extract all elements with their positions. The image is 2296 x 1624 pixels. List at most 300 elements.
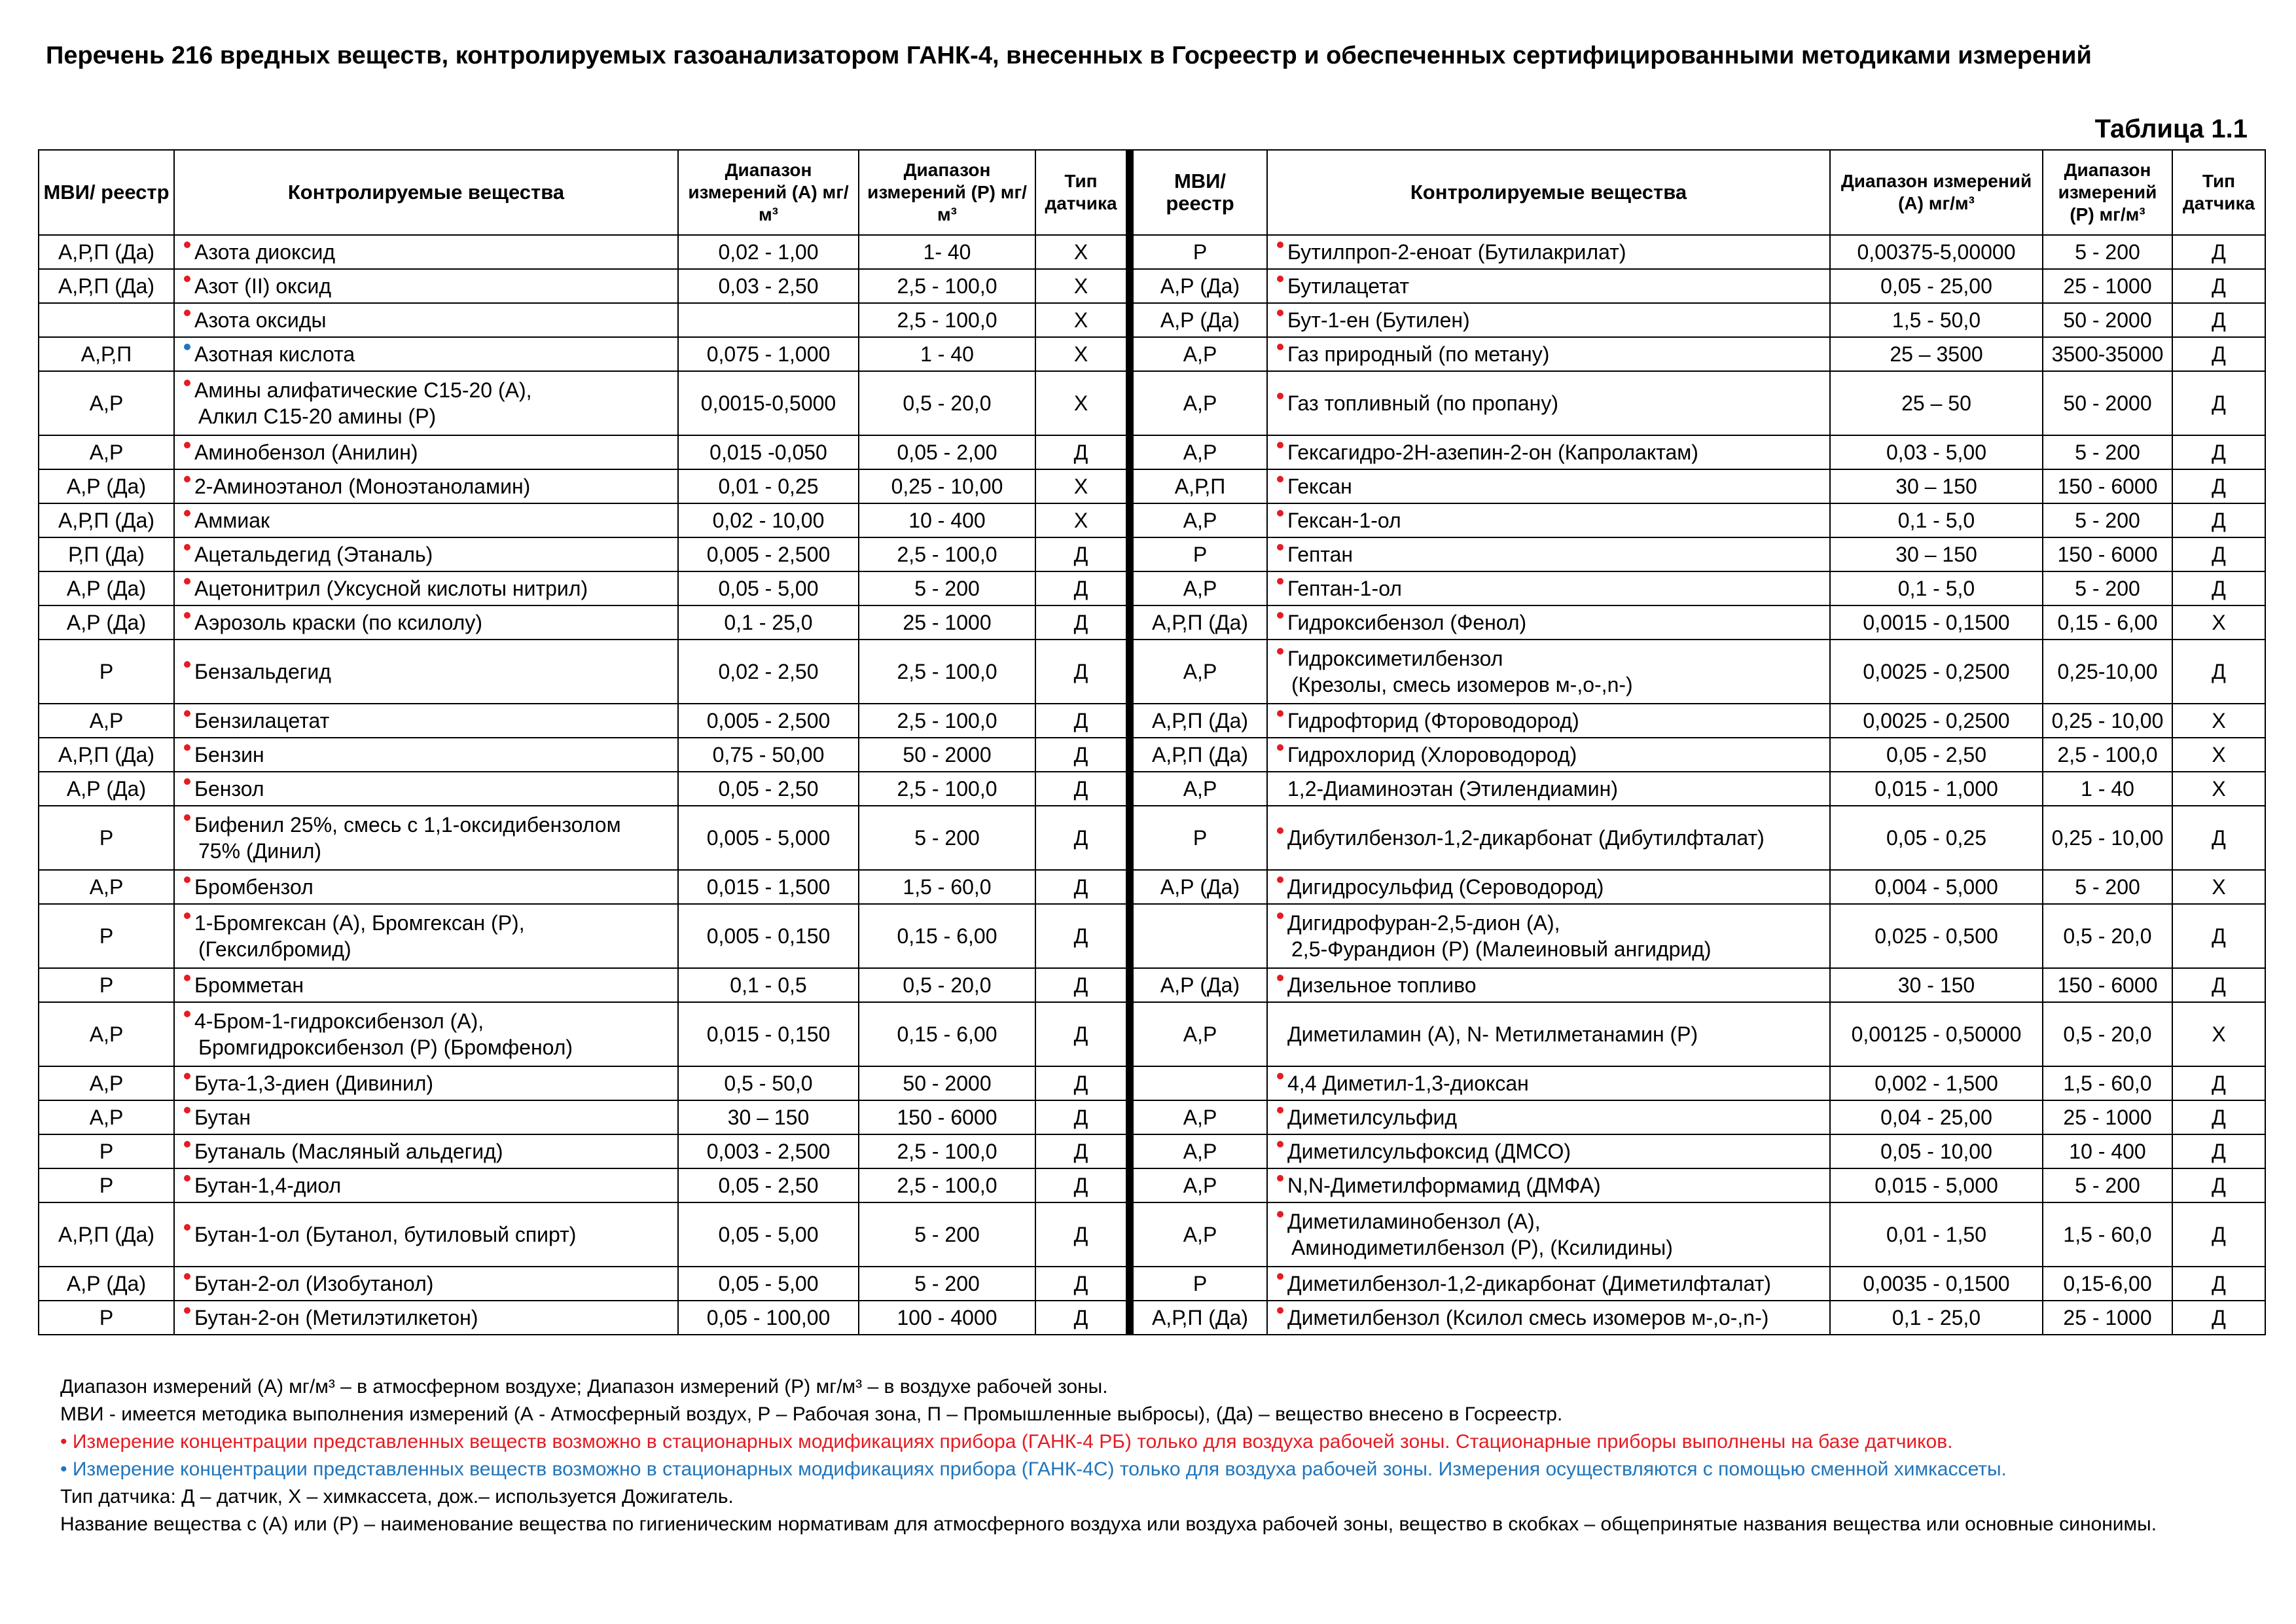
header-range-a: Диапазон измерений (А) мг/м³ <box>1830 150 2043 235</box>
table-row <box>39 1002 2265 1066</box>
substance-name-line: Гидроксибензол (Фенол) <box>1287 611 1527 634</box>
range-a-cell: 0,0025 - 0,2500 <box>1830 640 2043 704</box>
range-a-cell: 0,015 -0,050 <box>678 435 859 469</box>
red-dot-icon <box>184 310 190 316</box>
table-row <box>39 303 2265 337</box>
mvi-cell: А,Р (Да) <box>39 1267 174 1301</box>
sensor-type-cell: Х <box>2172 605 2265 640</box>
substance-name-line: Бутан-1,4-диол <box>194 1174 342 1197</box>
sensor-type-cell: Д <box>1035 1002 1130 1066</box>
range-p-cell: 1 - 40 <box>859 337 1035 371</box>
substance-cell <box>1267 870 1830 904</box>
red-dot-icon <box>1277 578 1283 585</box>
substance-cell <box>174 605 678 640</box>
range-a-cell: 0,05 - 2,50 <box>1830 738 2043 772</box>
sensor-type-cell: Х <box>2172 772 2265 806</box>
substance-cell <box>174 537 678 571</box>
substance-name-line: Аминобензол (Анилин) <box>194 441 418 464</box>
mvi-cell: А,Р,П <box>39 337 174 371</box>
range-a-cell: 0,1 - 5,0 <box>1830 571 2043 605</box>
red-dot-icon <box>1277 975 1283 981</box>
range-p-cell: 5 - 200 <box>2043 571 2172 605</box>
table-row <box>39 605 2265 640</box>
sensor-type-cell: Д <box>2172 1100 2265 1134</box>
substance-cell <box>1267 1267 1830 1301</box>
substance-cell <box>174 904 678 968</box>
mvi-cell: А,Р,П (Да) <box>39 235 174 269</box>
substance-name-line: Гексагидро-2Н-азепин-2-он (Капролактам) <box>1287 441 1698 464</box>
substance-cell <box>1267 904 1830 968</box>
red-dot-icon <box>184 814 190 821</box>
range-p-cell: 0,5 - 20,0 <box>859 968 1035 1002</box>
red-dot-icon <box>1277 1175 1283 1182</box>
mvi-cell: А,Р <box>1130 1002 1267 1066</box>
red-dot-icon <box>184 1175 190 1182</box>
table-row <box>39 640 2265 704</box>
red-dot-icon <box>1277 648 1283 655</box>
substance-cell <box>1267 1100 1830 1134</box>
red-dot-icon <box>184 1224 190 1231</box>
mvi-cell: А,Р (Да) <box>39 772 174 806</box>
sensor-type-cell: Д <box>2172 235 2265 269</box>
note-line: • Измерение концентрации представленных веществ возможно в стационарных модификациях прибора (ГАНК-4 РБ) только для воздуха рабочей зоны. Стационарные приборы выполнены на базе датчиков. <box>60 1431 1953 1453</box>
red-dot-icon <box>1277 544 1283 550</box>
table-row <box>39 704 2265 738</box>
table-body <box>39 235 2265 1335</box>
range-a-cell: 0,005 - 5,000 <box>678 806 859 870</box>
range-p-cell: 10 - 400 <box>859 503 1035 537</box>
substances-table-container <box>38 149 2265 1335</box>
substance-cell <box>1267 337 1830 371</box>
substance-name-line: 4,4 Диметил-1,3-диоксан <box>1287 1072 1529 1095</box>
mvi-cell: А,Р,П (Да) <box>1130 738 1267 772</box>
mvi-cell: А,Р (Да) <box>1130 968 1267 1002</box>
substance-cell <box>174 738 678 772</box>
substance-cell <box>174 1301 678 1335</box>
range-a-cell: 0,1 - 0,5 <box>678 968 859 1002</box>
range-p-cell: 150 - 6000 <box>2043 469 2172 503</box>
range-p-cell: 5 - 200 <box>859 1202 1035 1267</box>
mvi-cell: Р <box>39 640 174 704</box>
mvi-cell: Р <box>39 968 174 1002</box>
red-dot-icon <box>1277 242 1283 248</box>
substance-name-line: Азота оксиды <box>194 308 327 332</box>
mvi-cell: А,Р <box>1130 640 1267 704</box>
range-a-cell: 0,00125 - 0,50000 <box>1830 1002 2043 1066</box>
mvi-cell: А,Р <box>39 1100 174 1134</box>
mvi-cell: Р <box>39 1168 174 1202</box>
range-p-cell: 50 - 2000 <box>2043 303 2172 337</box>
range-p-cell: 0,25 - 10,00 <box>2043 806 2172 870</box>
range-a-cell: 0,04 - 25,00 <box>1830 1100 2043 1134</box>
mvi-cell: Р <box>1130 1267 1267 1301</box>
mvi-cell: А,Р,П (Да) <box>39 738 174 772</box>
range-a-cell: 25 – 50 <box>1830 371 2043 435</box>
range-p-cell: 0,15 - 6,00 <box>2043 605 2172 640</box>
range-a-cell: 0,025 - 0,500 <box>1830 904 2043 968</box>
sensor-type-cell: Д <box>2172 904 2265 968</box>
sensor-type-cell: Д <box>2172 435 2265 469</box>
sensor-type-cell: Х <box>2172 738 2265 772</box>
substance-cell <box>174 571 678 605</box>
substance-name-line: Гидрофторид (Фтороводород) <box>1287 709 1579 732</box>
range-a-cell: 0,02 - 1,00 <box>678 235 859 269</box>
table-row <box>39 904 2265 968</box>
sensor-type-cell: Д <box>2172 1202 2265 1267</box>
header-range-p: Диапазон измерений (Р) мг/м³ <box>859 150 1035 235</box>
sensor-type-cell: Д <box>2172 537 2265 571</box>
table-row <box>39 1301 2265 1335</box>
range-a-cell: 0,05 - 5,00 <box>678 571 859 605</box>
range-p-cell: 5 - 200 <box>859 571 1035 605</box>
none-dot-icon <box>1277 778 1283 785</box>
mvi-cell: А,Р <box>39 1002 174 1066</box>
none-dot-icon <box>1277 1024 1283 1030</box>
table-row <box>39 1134 2265 1168</box>
red-dot-icon <box>1277 510 1283 516</box>
substance-name-line: Гидроксиметилбензол <box>1287 647 1503 670</box>
red-dot-icon <box>1277 744 1283 751</box>
substance-cell <box>174 968 678 1002</box>
range-a-cell: 0,1 - 5,0 <box>1830 503 2043 537</box>
table-row <box>39 1202 2265 1267</box>
substance-name-line: 75% (Динил) <box>198 839 322 863</box>
range-p-cell: 100 - 4000 <box>859 1301 1035 1335</box>
range-p-cell: 0,15-6,00 <box>2043 1267 2172 1301</box>
substance-name-line: Дибутилбензол-1,2-дикарбонат (Дибутилфталат) <box>1287 826 1765 850</box>
range-p-cell: 0,15 - 6,00 <box>859 1002 1035 1066</box>
red-dot-icon <box>184 1073 190 1079</box>
substance-name-line: Диметилсульфид <box>1287 1106 1457 1129</box>
red-dot-icon <box>184 1107 190 1113</box>
note-line: Тип датчика: Д – датчик, Х – химкассета, дож.– используется Дожигатель. <box>60 1486 734 1507</box>
range-a-cell: 0,5 - 50,0 <box>678 1066 859 1100</box>
sensor-type-cell: Д <box>1035 537 1130 571</box>
substance-name-line: (Гексилбромид) <box>198 937 351 961</box>
range-p-cell: 25 - 1000 <box>2043 1301 2172 1335</box>
substance-name-line: Дигидрофуран-2,5-дион (А), <box>1287 911 1560 935</box>
range-p-cell: 1 - 40 <box>2043 772 2172 806</box>
red-dot-icon <box>1277 612 1283 619</box>
range-a-cell: 0,002 - 1,500 <box>1830 1066 2043 1100</box>
range-p-cell: 25 - 1000 <box>859 605 1035 640</box>
header-substances: Контролируемые вещества <box>174 150 678 235</box>
substance-name-line: Бутан-1-ол (Бутанол, бутиловый спирт) <box>194 1223 577 1246</box>
range-a-cell: 0,0015 - 0,1500 <box>1830 605 2043 640</box>
substance-cell <box>174 303 678 337</box>
range-a-cell: 30 - 150 <box>1830 968 2043 1002</box>
header-mvi: МВИ/ реестр <box>39 150 174 235</box>
mvi-cell: Р <box>1130 806 1267 870</box>
sensor-type-cell: Д <box>1035 640 1130 704</box>
sensor-type-cell: Д <box>1035 704 1130 738</box>
red-dot-icon <box>1277 344 1283 350</box>
range-p-cell: 150 - 6000 <box>2043 968 2172 1002</box>
header-range-p: Диапазон измерений (Р) мг/м³ <box>2043 150 2172 235</box>
substance-cell <box>1267 640 1830 704</box>
red-dot-icon <box>1277 1211 1283 1218</box>
substance-name-line: Гидрохлорид (Хлороводород) <box>1287 743 1577 767</box>
range-p-cell: 2,5 - 100,0 <box>859 303 1035 337</box>
table-label: Таблица 1.1 <box>2094 115 2248 143</box>
red-dot-icon <box>184 380 190 386</box>
range-a-cell: 30 – 150 <box>1830 469 2043 503</box>
red-dot-icon <box>184 1273 190 1280</box>
mvi-cell <box>1130 1066 1267 1100</box>
mvi-cell: А,Р <box>1130 1134 1267 1168</box>
range-p-cell: 50 - 2000 <box>2043 371 2172 435</box>
red-dot-icon <box>1277 393 1283 399</box>
substance-name-line: 2,5-Фурандион (Р) (Малеиновый ангидрид) <box>1291 937 1712 961</box>
mvi-cell: А,Р,П (Да) <box>39 1202 174 1267</box>
sensor-type-cell: Д <box>2172 1134 2265 1168</box>
red-dot-icon <box>184 510 190 516</box>
substance-cell <box>1267 1134 1830 1168</box>
substance-cell <box>174 640 678 704</box>
range-p-cell: 2,5 - 100,0 <box>859 269 1035 303</box>
note-line: МВИ - имеется методика выполнения измерений (А - Атмосферный воздух, Р – Рабочая зона, П – Промышленные выбросы), (Да) – вещество внесено в Госреестр. <box>60 1403 1563 1425</box>
header-sensor: Тип датчика <box>2172 150 2265 235</box>
table-row <box>39 870 2265 904</box>
red-dot-icon <box>184 578 190 585</box>
substance-name-line: Бутан-2-ол (Изобутанол) <box>194 1272 434 1295</box>
range-p-cell: 5 - 200 <box>2043 1168 2172 1202</box>
substance-cell <box>174 704 678 738</box>
table-row <box>39 806 2265 870</box>
range-a-cell: 0,05 - 2,50 <box>678 1168 859 1202</box>
red-dot-icon <box>184 612 190 619</box>
table-row <box>39 469 2265 503</box>
sensor-type-cell: Д <box>1035 904 1130 968</box>
substance-cell <box>1267 371 1830 435</box>
range-p-cell: 150 - 6000 <box>859 1100 1035 1134</box>
substance-cell <box>174 503 678 537</box>
range-p-cell: 0,25 - 10,00 <box>859 469 1035 503</box>
sensor-type-cell: Д <box>1035 1202 1130 1267</box>
substance-name-line: Диметилсульфоксид (ДМСО) <box>1287 1140 1571 1163</box>
red-dot-icon <box>184 1307 190 1314</box>
range-p-cell: 5 - 200 <box>2043 435 2172 469</box>
red-dot-icon <box>1277 1141 1283 1147</box>
range-a-cell: 0,01 - 1,50 <box>1830 1202 2043 1267</box>
sensor-type-cell: Х <box>1035 235 1130 269</box>
substance-name-line: Гексан-1-ол <box>1287 509 1401 532</box>
sensor-type-cell: Д <box>2172 571 2265 605</box>
header-substances: Контролируемые вещества <box>1267 150 1830 235</box>
substance-name-line: Бут-1-ен (Бутилен) <box>1287 308 1470 332</box>
substance-name-line: Диметиламинобензол (А), <box>1287 1210 1541 1233</box>
substance-cell <box>1267 1202 1830 1267</box>
substance-cell <box>174 1267 678 1301</box>
substance-cell <box>174 435 678 469</box>
red-dot-icon <box>1277 476 1283 482</box>
substance-cell <box>174 337 678 371</box>
substance-cell <box>1267 235 1830 269</box>
substance-name-line: Бромгидроксибензол (Р) (Бромфенол) <box>198 1036 573 1059</box>
range-p-cell: 1,5 - 60,0 <box>2043 1202 2172 1267</box>
range-a-cell: 30 – 150 <box>1830 537 2043 571</box>
substance-name-line: Диметиламин (А), N- Метилметанамин (Р) <box>1287 1022 1698 1046</box>
substance-name-line: Азот (II) оксид <box>194 274 331 298</box>
substance-cell <box>1267 571 1830 605</box>
substance-name-line: Газ топливный (по пропану) <box>1287 391 1558 415</box>
range-p-cell: 0,25-10,00 <box>2043 640 2172 704</box>
range-a-cell: 0,1 - 25,0 <box>678 605 859 640</box>
substance-cell <box>174 269 678 303</box>
sensor-type-cell: Д <box>1035 968 1130 1002</box>
table-row <box>39 571 2265 605</box>
substance-name-line: Бромбензол <box>194 875 314 899</box>
substance-name-line: Дигидросульфид (Сероводород) <box>1287 875 1604 899</box>
range-p-cell: 25 - 1000 <box>2043 269 2172 303</box>
substance-cell <box>174 1100 678 1134</box>
sensor-type-cell: Д <box>2172 469 2265 503</box>
table-row <box>39 772 2265 806</box>
red-dot-icon <box>184 975 190 981</box>
substance-name-line: Бутан <box>194 1106 251 1129</box>
red-dot-icon <box>1277 276 1283 282</box>
range-a-cell: 0,03 - 5,00 <box>1830 435 2043 469</box>
table-row <box>39 537 2265 571</box>
mvi-cell: А,Р <box>1130 371 1267 435</box>
note-line: Диапазон измерений (А) мг/м³ – в атмосферном воздухе; Диапазон измерений (Р) мг/м³ – в воздухе рабочей зоны. <box>60 1376 1108 1398</box>
substance-name-line: Диметилбензол (Ксилол смесь изомеров м-,о-,n-) <box>1287 1306 1769 1329</box>
sensor-type-cell: Д <box>2172 1066 2265 1100</box>
sensor-type-cell: Д <box>1035 738 1130 772</box>
substance-name-line: Дизельное топливо <box>1287 973 1477 997</box>
table-row <box>39 1267 2265 1301</box>
range-a-cell: 30 – 150 <box>678 1100 859 1134</box>
sensor-type-cell: Д <box>1035 1134 1130 1168</box>
substance-name-line: Гексан <box>1287 475 1352 498</box>
substance-cell <box>1267 537 1830 571</box>
substance-name-line: Аэрозоль краски (по ксилолу) <box>194 611 482 634</box>
red-dot-icon <box>1277 1107 1283 1113</box>
mvi-cell: А,Р <box>1130 503 1267 537</box>
range-a-cell: 0,02 - 10,00 <box>678 503 859 537</box>
substance-cell <box>174 1134 678 1168</box>
substance-name-line: Гептан <box>1287 543 1354 566</box>
substance-cell <box>1267 269 1830 303</box>
substance-name-line: Бензин <box>194 743 264 767</box>
range-p-cell: 2,5 - 100,0 <box>859 537 1035 571</box>
range-a-cell: 0,05 - 25,00 <box>1830 269 2043 303</box>
substance-cell <box>174 1066 678 1100</box>
sensor-type-cell: Д <box>1035 1301 1130 1335</box>
range-p-cell: 50 - 2000 <box>859 738 1035 772</box>
mvi-cell: Р <box>1130 537 1267 571</box>
red-dot-icon <box>184 276 190 282</box>
mvi-cell: А,Р,П (Да) <box>1130 704 1267 738</box>
sensor-type-cell: Х <box>2172 704 2265 738</box>
mvi-cell: А,Р,П <box>1130 469 1267 503</box>
red-dot-icon <box>184 876 190 883</box>
range-a-cell: 0,005 - 2,500 <box>678 704 859 738</box>
red-dot-icon <box>184 778 190 785</box>
mvi-cell: Р <box>39 904 174 968</box>
range-a-cell: 0,1 - 25,0 <box>1830 1301 2043 1335</box>
range-a-cell: 0,003 - 2,500 <box>678 1134 859 1168</box>
range-p-cell: 0,15 - 6,00 <box>859 904 1035 968</box>
blue-dot-icon <box>184 344 190 350</box>
red-dot-icon <box>184 744 190 751</box>
sensor-type-cell: Д <box>2172 806 2265 870</box>
red-dot-icon <box>184 442 190 448</box>
substance-cell <box>1267 1301 1830 1335</box>
substance-name-line: Бутилацетат <box>1287 274 1410 298</box>
substance-cell <box>1267 1168 1830 1202</box>
sensor-type-cell: Д <box>2172 640 2265 704</box>
mvi-cell: А,Р <box>1130 1100 1267 1134</box>
range-a-cell: 0,015 - 0,150 <box>678 1002 859 1066</box>
mvi-cell <box>1130 904 1267 968</box>
range-p-cell: 150 - 6000 <box>2043 537 2172 571</box>
range-p-cell: 5 - 200 <box>2043 503 2172 537</box>
range-a-cell: 0,03 - 2,50 <box>678 269 859 303</box>
table-row <box>39 337 2265 371</box>
sensor-type-cell: Д <box>1035 1267 1130 1301</box>
red-dot-icon <box>1277 710 1283 717</box>
substance-cell <box>1267 1002 1830 1066</box>
mvi-cell: А,Р <box>1130 1168 1267 1202</box>
range-p-cell: 5 - 200 <box>2043 870 2172 904</box>
mvi-cell: А,Р (Да) <box>1130 303 1267 337</box>
header-sensor: Тип датчика <box>1035 150 1130 235</box>
substance-name-line: Аммиак <box>194 509 270 532</box>
sensor-type-cell: Д <box>2172 371 2265 435</box>
substance-name-line: Бензилацетат <box>194 709 330 732</box>
sensor-type-cell: Д <box>1035 605 1130 640</box>
substance-name-line: Азотная кислота <box>194 342 355 366</box>
mvi-cell: А,Р <box>1130 337 1267 371</box>
range-p-cell: 0,5 - 20,0 <box>859 371 1035 435</box>
substance-name-line: Аминодиметилбензол (Р), (Ксилидины) <box>1291 1236 1673 1259</box>
sensor-type-cell: Х <box>1035 503 1130 537</box>
sensor-type-cell: Х <box>1035 337 1130 371</box>
sensor-type-cell: Д <box>2172 303 2265 337</box>
substance-cell <box>1267 503 1830 537</box>
mvi-cell: А,Р (Да) <box>1130 269 1267 303</box>
range-p-cell: 0,5 - 20,0 <box>2043 904 2172 968</box>
sensor-type-cell: Д <box>2172 337 2265 371</box>
mvi-cell: Р <box>39 1134 174 1168</box>
range-p-cell: 2,5 - 100,0 <box>859 640 1035 704</box>
table-row <box>39 235 2265 269</box>
mvi-cell: А,Р (Да) <box>39 571 174 605</box>
range-a-cell: 0,015 - 1,500 <box>678 870 859 904</box>
mvi-cell: Р <box>1130 235 1267 269</box>
range-a-cell: 0,015 - 5,000 <box>1830 1168 2043 1202</box>
range-p-cell: 2,5 - 100,0 <box>859 772 1035 806</box>
range-a-cell: 0,75 - 50,00 <box>678 738 859 772</box>
red-dot-icon <box>184 242 190 248</box>
red-dot-icon <box>1277 310 1283 316</box>
table-row <box>39 1066 2265 1100</box>
mvi-cell: А,Р,П (Да) <box>39 503 174 537</box>
substance-name-line: Бензальдегид <box>194 660 331 683</box>
substance-name-line: Ацетальдегид (Этаналь) <box>194 543 433 566</box>
substance-name-line: Бифенил 25%, смесь с 1,1-оксидибензолом <box>194 813 621 837</box>
red-dot-icon <box>184 544 190 550</box>
range-a-cell: 0,005 - 0,150 <box>678 904 859 968</box>
header-row <box>39 150 2265 235</box>
sensor-type-cell: Х <box>1035 371 1130 435</box>
range-a-cell: 0,05 - 0,25 <box>1830 806 2043 870</box>
sensor-type-cell: Д <box>2172 968 2265 1002</box>
substance-name-line: Газ природный (по метану) <box>1287 342 1550 366</box>
mvi-cell: А,Р,П (Да) <box>1130 1301 1267 1335</box>
sensor-type-cell: Х <box>2172 870 2265 904</box>
